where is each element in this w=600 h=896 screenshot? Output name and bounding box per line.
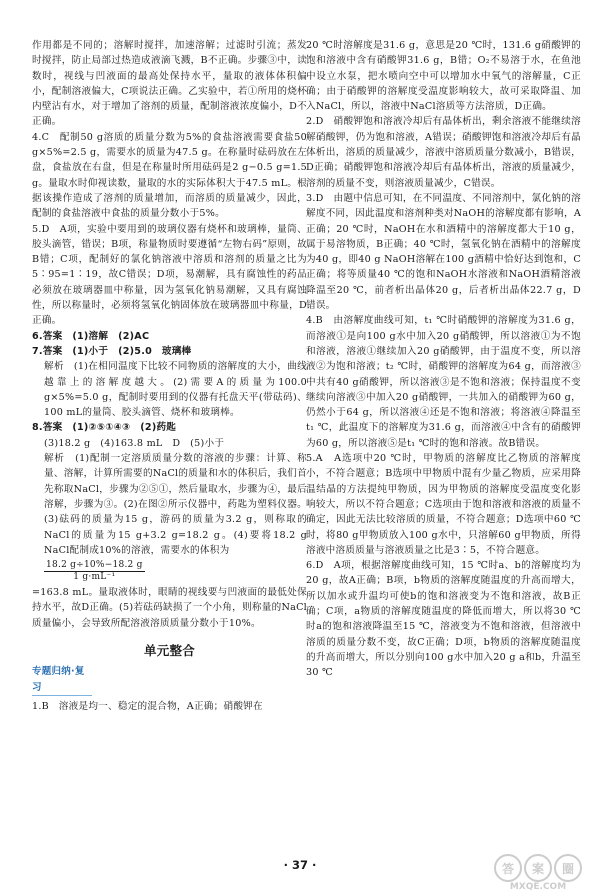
svg-text:案: 案 (531, 862, 545, 876)
left-column (32, 38, 307, 714)
answer-r4: 4.B 由溶解度曲线可知，t₁ ℃时硝酸钾的溶解度为31.6 g，而溶液①是向100 g水中加入20 g硝酸钾，所以溶液①为不饱和溶液，溶液①继续加入20 g硝酸钾，由于温度不变，所以溶液②为饱和溶液；t₂ ℃时，硝酸钾的溶解度为64 g，而溶液③中共有40 g硝酸钾，所以溶液③是不饱和溶液；保持温度不变继续向溶液③中加入20 g硝酸钾，一共加入的硝酸钾为60 g，仍然小于64 g，所以溶液④还是不饱和溶液；将溶液④降温至t₁ ℃，此温度下的溶解度为31.6 g，而溶液④中含有的硝酸钾为60 g，所以溶液⑤是t₁ ℃时的饱和溶液。故B错误。 (306, 315, 581, 449)
right-paragraph-1: 20 ℃时溶解度是31.6 g，意思是20 ℃时，131.6 g硝酸钾的饱和溶液中含有硝酸钾31.6 g，B错；O₂不易溶于水，在鱼池中设立水泵，把水喷向空中可以增加水中氧气的溶解量，C正确；由于硝酸钾的溶解度受温度影响较大，故可采取降温、加入NaCl，所以，溶液中NaCl溶质等方法溶质，D正确。 (306, 40, 581, 113)
analysis-q8-end: =163.8 mL。量取液体时，眼睛的视线要与凹液面的最低处保持水平，故D正确。(5)若砝码缺损了一个小角，则称量的NaCl质量偏小，会导致所配溶液溶质质量分数小于10%。 (32, 587, 307, 629)
answer-r5: 5.A A选项中20 ℃时，甲物质的溶解度比乙物质的溶解度小，不符合题意；B选项中甲物质中混有少量乙物质，应采用降温结晶的方法提纯甲物质，因为甲物质的溶解度受温度变化影响较大，所以不符合题意；C选项由于饱和溶液和溶液的质量不确定，因此无法比较溶质的质量，不符合题意；D选项中60 ℃时，将80 g甲物质放入100 g水中，只溶解60 g甲物质，所得溶液中溶质质量与溶液质量之比是3∶5，不符合题意。 (306, 453, 581, 556)
unit-title: 单元整合 (143, 642, 195, 658)
watermark-logo (488, 850, 588, 890)
answer-q8-line2: (3)18.2 g (4)163.8 mL D (5)小于 (44, 437, 225, 449)
unit-answer-1: 1.B 溶液是均一、稳定的混合物，A正确；硝酸钾在 (32, 700, 263, 712)
analysis-q7: 解析 (1)在相同温度下比较不同物质的溶解度的大小，曲线越靠上的溶解度越大。(2)需要A的质量为100.0 g×5%=5.0 g，配制时要用到的仪器有托盘天平(带砝码)、100 mL的量筒、胶头滴管、烧杯和玻璃棒。 (44, 361, 307, 419)
fraction (44, 560, 145, 583)
formula-line (32, 560, 307, 583)
answer-r6: 6.D A项，根据溶解度曲线可知，15 ℃时a、b的溶解度均为20 g，故A正确；B项，b物质的溶解度随温度的升高而增大，所以加水或升温均可使b的饱和溶液变为不饱和溶液，故B正确；C项，a物质的溶解度随温度的降低而增大，所以将30 ℃时a的饱和溶液降温至15 ℃，溶液变为不饱和溶液，但溶液中溶质的质量分数不变，故C正确；D项，b物质的溶解度随温度的升高而增大，所以分别向100 g水中加入20 g a和b，升温至30 ℃ (306, 560, 581, 679)
answer-q4: 4.C 配制50 g溶质的质量分数为5%的食盐溶液需要食盐50 g×5%=2.5 g，需要水的质量为47.5 g。在称量时砝码放在左盘，食盐放在右盘，但是在称量时所用砝码是2 g−0.5 g=1.5 g。量取水时仰视读数，量取的水的实际体积大于47.5 mL。根据该操作造成了溶剂的质量增加，而溶质的质量减少，因此，配制的食盐溶液中食盐的质量分数小于5%。 (32, 131, 307, 220)
analysis-q8: 解析 (1)配制一定溶质质量分数的溶液的步骤：计算、称量、溶解，计算所需要的NaCl的质量和水的体积后，我们首先称取NaCl，步骤为②⑤①，然后量取水，步骤为④，最后溶解，步骤为③。(2)在图②所示仪器中，药匙为塑料仪器。(3)砝码的质量为15 g，游码的质量为3.2 g，则称取的NaCl的质量为15 g+3.2 g=18.2 g。(4)要将18.2 g NaCl配制成10%的溶液，需要水的体积为 (44, 453, 307, 556)
svg-text:圈: 圈 (561, 862, 575, 876)
svg-text:MXQE.COM: MXQE.COM (509, 882, 567, 890)
answer-r3: 3.D 由题中信息可知，在不同温度、不同溶剂中，氯化钠的溶解度不同，因此温度和溶剂种类对NaOH的溶解度都有影响，A正确；20 ℃时，NaOH在水和酒精中的溶解度都大于10 g，属于易溶物质，B正确；40 ℃时，氢氧化钠在酒精中的溶解度为40 g，即40 g NaOH溶解在100 g酒精中恰好达到饱和，C正确；将等质量40 ℃的饱和NaOH水溶液和NaOH酒精溶液降温至20 ℃，前者析出晶体20 g，后者析出晶体22.7 g，D错误。 (306, 192, 581, 312)
left-paragraph-1: 作用都是不同的；溶解时搅拌，加速溶解；过滤时引流；蒸发时搅拌，防止局部过热造成液滴飞溅，B不正确。步骤③中，读数时，视线与凹液面的最高处保持水平，量取的液体体积偏小，配制溶液偏大，C项说法正确。乙实验中，若①所用的烧杯内壁沾有水，对于增加了溶剂的质量，配制溶液浓度偏小，D不正确。 (32, 40, 307, 128)
section-label: 专题归纳·复习 (32, 664, 92, 696)
answer-q6: 6.答案 (1)溶解 (2)AC (32, 330, 150, 342)
right-column (306, 38, 581, 680)
fraction-numerator: 18.2 g÷10%−18.2 g (46, 560, 143, 571)
page-number: · 37 · (283, 858, 317, 872)
answer-q8: 8.答案 (1)②⑤①④③ (2)药匙 (32, 422, 177, 434)
answer-r2: 2.D 硝酸钾饱和溶液冷却后有晶体析出，剩余溶液不能继续溶解硝酸钾，仍为饱和溶液，A错误；硝酸钾饱和溶液冷却后有晶体析出，溶质的质量减少，溶液中溶质质量分数减小，B错误，D正确；硝酸钾饱和溶液冷却后有晶体析出，溶液的质量减少，溶剂的质量不变，则溶液质量减少，C错误。 (306, 116, 581, 189)
answer-q7: 7.答案 (1)小于 (2)5.0 玻璃棒 (32, 345, 192, 357)
answer-q5: 5.D A项，实验中要用到的玻璃仪器有烧杯和玻璃棒，量筒、胶头滴管，错误；B项，称量物质时要遵循“左物右码”原则，故B错；C项，配制好的氯化钠溶液中溶质和溶剂的质量之比为5∶95=1∶19，故C错误；D项，易潮解，具有腐蚀性的药品必须放在玻璃器皿中称量，因为氢氧化钠易潮解，又具有腐蚀性，所以称量时，必须将氢氧化钠固体放在玻璃器皿中称量，D正确。 (32, 223, 307, 327)
fraction-denominator: 1 g·mL⁻¹ (73, 572, 116, 583)
svg-text:答: 答 (501, 862, 515, 876)
